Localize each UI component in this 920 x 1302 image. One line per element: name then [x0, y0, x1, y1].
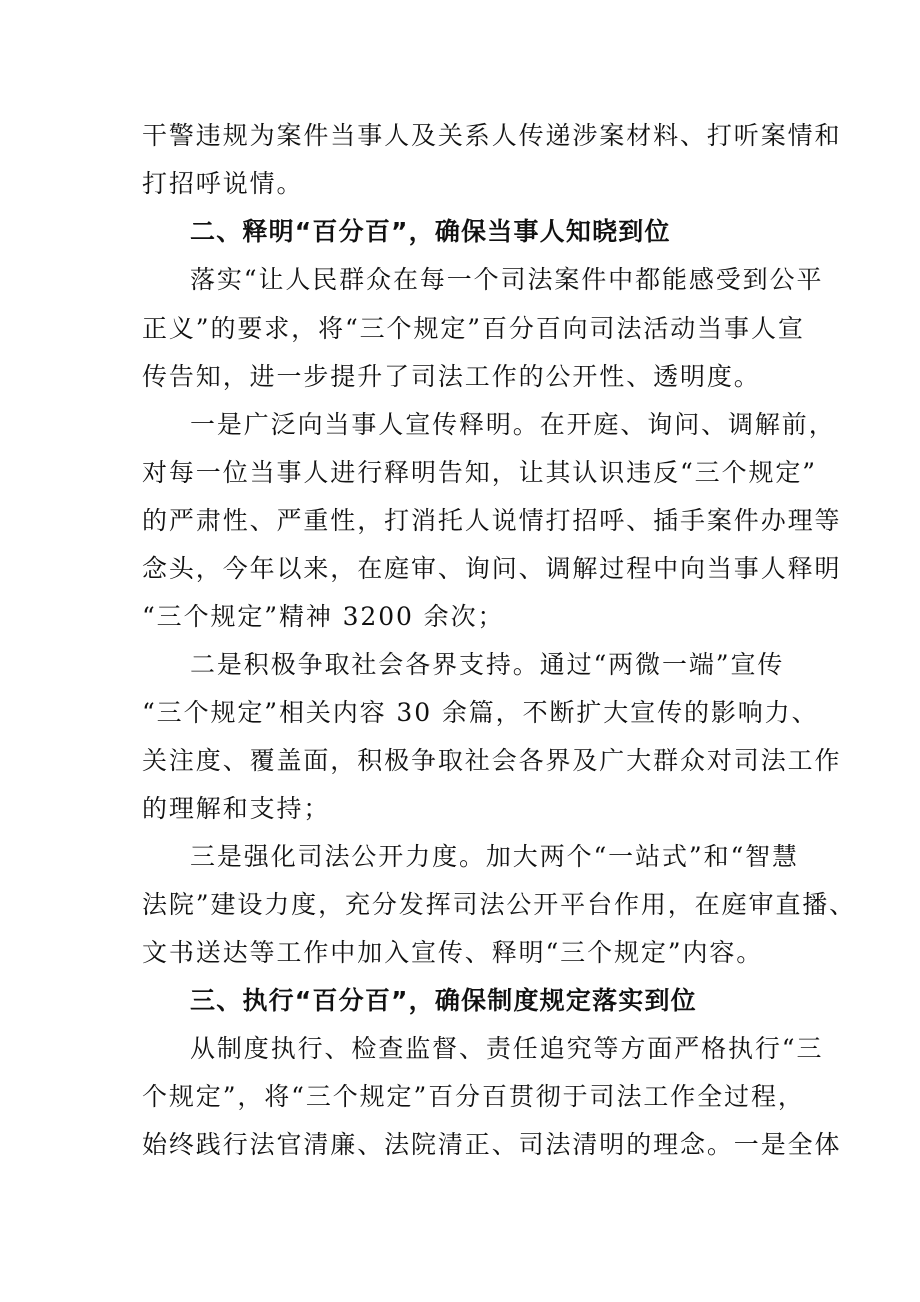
- body-line: 干警违规为案件当事人及关系人传递涉案材料、打听案情和: [142, 121, 842, 150]
- body-line: 文书送达等工作中加入宣传、释明“三个规定”内容。: [142, 938, 764, 967]
- body-line: 的严肃性、严重性，打消托人说情打招呼、插手案件办理等: [142, 506, 842, 535]
- section-heading-3: 三、执行“百分百”，确保制度规定落实到位: [190, 986, 697, 1015]
- body-line: 法院”建设力度，充分发挥司法公开平台作用，在庭审直播、: [142, 890, 857, 919]
- paragraph-first-line: 从制度执行、检查监督、责任追究等方面严格执行“三: [190, 1034, 824, 1063]
- body-line: 个规定”，将“三个规定”百分百贯彻于司法工作全过程，: [142, 1082, 805, 1111]
- paragraph-first-line: 落实“让人民群众在每一个司法案件中都能感受到公平: [190, 265, 824, 294]
- body-line: 念头，今年以来，在庭审、询问、调解过程中向当事人释明: [142, 554, 842, 583]
- paragraph-first-line: 一是广泛向当事人宣传释明。在开庭、询问、调解前，: [190, 410, 836, 439]
- body-line: 对每一位当事人进行释明告知，让其认识违反“三个规定”: [142, 458, 817, 487]
- paragraph-first-line: 二是积极争取社会各界支持。通过“两微一端”宣传: [190, 650, 785, 679]
- section-heading-2: 二、释明“百分百”，确保当事人知晓到位: [190, 217, 671, 246]
- body-line: “三个规定”精神 3200 余次；: [142, 602, 505, 631]
- body-line: “三个规定”相关内容 30 余篇，不断扩大宣传的影响力、: [142, 698, 819, 727]
- body-line: 打招呼说情。: [142, 169, 304, 198]
- body-line: 关注度、覆盖面，积极争取社会各界及广大群众对司法工作: [142, 746, 842, 775]
- paragraph-first-line: 三是强化司法公开力度。加大两个“一站式”和“智慧: [190, 842, 799, 871]
- body-line: 始终践行法官清廉、法院清正、司法清明的理念。一是全体: [142, 1130, 842, 1159]
- body-line: 的理解和支持；: [142, 794, 331, 823]
- body-line: 正义”的要求，将“三个规定”百分百向司法活动当事人宣: [142, 314, 805, 343]
- body-line: 传告知，进一步提升了司法工作的公开性、透明度。: [142, 362, 761, 391]
